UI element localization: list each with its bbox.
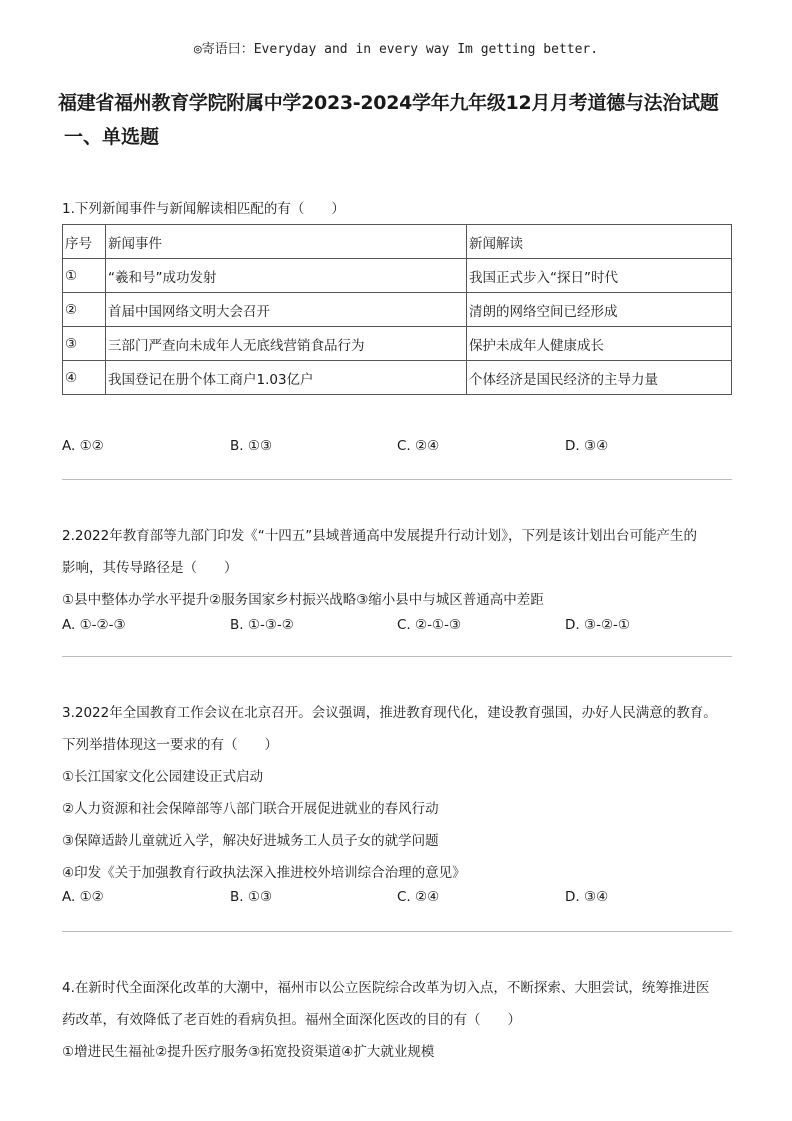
section-title: 一、单选题 [64,126,160,148]
news-table [62,224,732,395]
question-2-line: 2.2022年教育部等九部门印发《“十四五”县域普通高中发展提升行动计划》，下列是该计划出台可能产生的 [62,528,697,544]
question-2-line: ①县中整体办学水平提升②服务国家乡村振兴战略③缩小县中与城区普通高中差距 [62,592,544,608]
question-1-stem [62,199,742,219]
table-row [63,259,732,293]
table-cell: 个体经济是国民经济的主导力量 [467,361,732,395]
option-a[interactable]: A. ①② [62,889,104,905]
header-cell: 新闻事件 [106,225,467,259]
option-c[interactable]: C. ②④ [397,889,440,905]
table-header-row [63,225,732,259]
divider [62,931,732,932]
table-cell: 首届中国网络文明大会召开 [106,293,467,327]
table-cell: 三部门严查向未成年人无底线营销食品行为 [106,327,467,361]
table-cell: ③ [63,327,106,361]
option-a[interactable]: A. ①② [62,438,104,454]
header-cell: 序号 [63,225,106,259]
option-b[interactable]: B. ①③ [230,438,273,454]
question-1-text: 1.下列新闻事件与新闻解读相匹配的有（ ） [62,201,345,217]
option-d[interactable]: D. ③④ [565,438,609,454]
question-4-line: ①增进民生福祉②提升医疗服务③拓宽投资渠道④扩大就业规模 [62,1044,435,1060]
question-2-stem [62,520,742,616]
question-4-stem [62,972,742,1068]
table-cell: 清朗的网络空间已经形成 [467,293,732,327]
question-2-line: 影响，其传导路径是（ ） [62,560,238,576]
document-title: 福建省福州教育学院附属中学2023-2024学年九年级12月月考道德与法治试题 [58,92,719,114]
option-c[interactable]: C. ②④ [397,438,440,454]
option-c[interactable]: C. ②-①-③ [397,617,462,633]
header-cell: 新闻解读 [467,225,732,259]
option-d[interactable]: D. ③④ [565,889,609,905]
option-d[interactable]: D. ③-②-① [565,617,631,633]
question-3-stem [62,697,742,889]
question-1-options [62,438,742,458]
table-row [63,293,732,327]
question-2-options [62,617,742,637]
table-cell: ④ [63,361,106,395]
motto-line: ◎寄语曰：Everyday and in every way Im getting better. [193,42,599,57]
option-b[interactable]: B. ①-③-② [230,617,294,633]
table-cell: “羲和号”成功发射 [106,259,467,293]
divider [62,479,732,480]
question-3-line: 3.2022年全国教育工作会议在北京召开。会议强调，推进教育现代化，建设教育强国，办好人民满意的教育。 [62,705,717,721]
table-cell: 我国正式步入“探日”时代 [467,259,732,293]
question-3-line: ④印发《关于加强教育行政执法深入推进校外培训综合治理的意见》 [62,865,466,881]
question-3-line: ②人力资源和社会保障部等八部门联合开展促进就业的春风行动 [62,801,439,817]
table-cell: 保护未成年人健康成长 [467,327,732,361]
table-row [63,327,732,361]
question-3-line: ③保障适龄儿童就近入学，解决好进城务工人员子女的就学问题 [62,833,439,849]
question-3-options [62,889,742,909]
table-cell: 我国登记在册个体工商户1.03亿户 [106,361,467,395]
table-row [63,361,732,395]
question-4-line: 4.在新时代全面深化改革的大潮中，福州市以公立医院综合改革为切入点，不断探索、大胆尝试，统筹推进医 [62,980,710,996]
table-cell: ② [63,293,106,327]
option-a[interactable]: A. ①-②-③ [62,617,126,633]
question-3-line: ①长江国家文化公园建设正式启动 [62,769,264,785]
question-3-line: 下列举措体现这一要求的有（ ） [62,737,278,753]
divider [62,656,732,657]
question-4-line: 药改革，有效降低了老百姓的看病负担。福州全面深化医改的目的有（ ） [62,1012,521,1028]
table-cell: ① [63,259,106,293]
option-b[interactable]: B. ①③ [230,889,273,905]
